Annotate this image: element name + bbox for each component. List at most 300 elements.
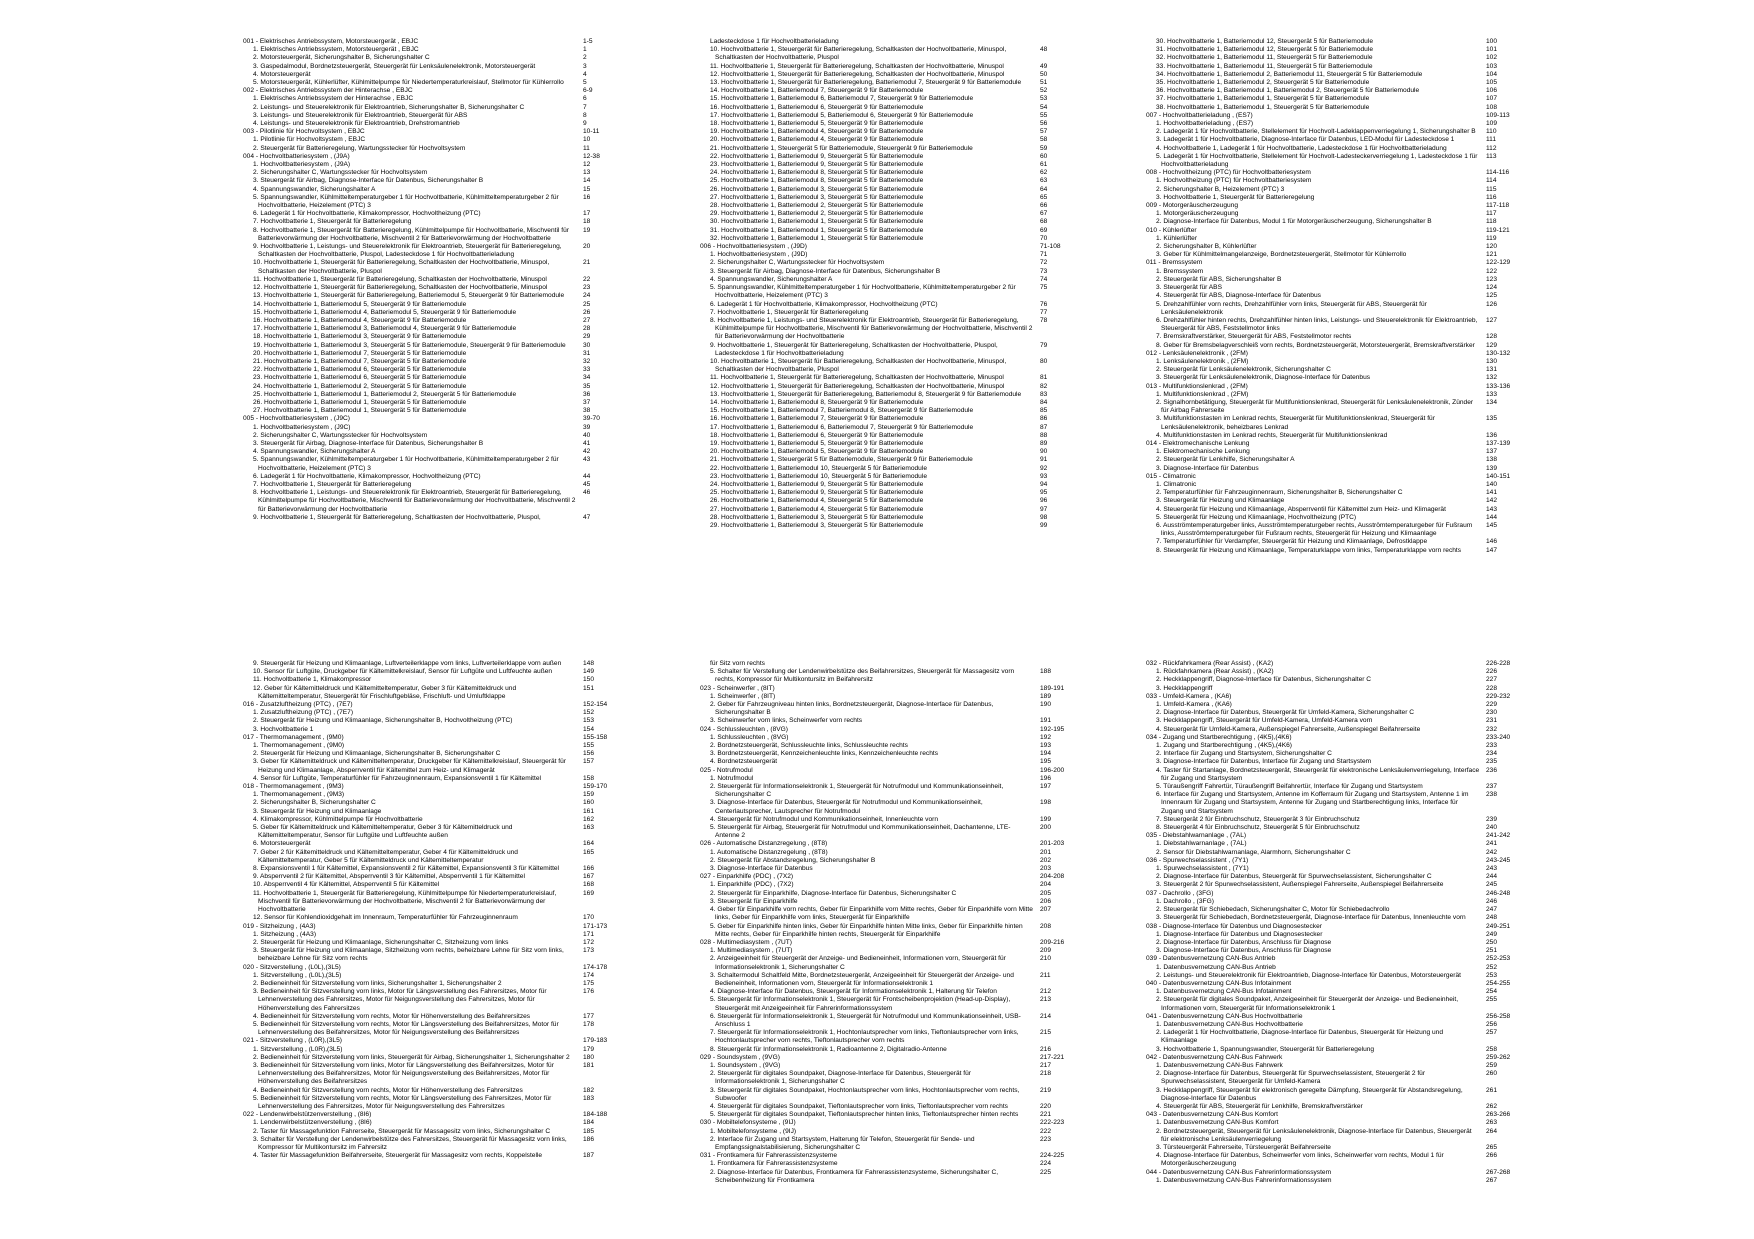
toc-subentry (243, 456, 643, 472)
toc-entry-page: 81 (1040, 374, 1048, 382)
toc-subentry (243, 161, 643, 169)
toc-section-entry (243, 87, 643, 95)
toc-entry-title: 032 - Rückfahrkamera (Rear Assist) , (KA2) (1146, 660, 1274, 667)
toc-entry-title: 4. Taster für Startanlage, Bordnetzsteuergerät, Steuergerät für elektronische Lenksäulenverriegelung, Interface für Zugang und Startsystem (1156, 766, 1480, 782)
toc-entry-title: 36. Hochvoltbatterie 1, Batteriemodul 1, Batteriemodul 2, Steuergerät 5 für Batteriemodule (1156, 87, 1420, 95)
toc-subentry (243, 685, 643, 701)
toc-entry-title: 3. Ladegerät 1 für Hochvoltbatterie, Diagnose-Interface für Datenbus, LED-Modul für Ladesteckdose 1 (1156, 136, 1455, 144)
toc-entry-title: 014 - Elektromechanische Lenkung (1146, 439, 1250, 447)
toc-subentry (700, 890, 1100, 898)
toc-entry-page: 235 (1486, 758, 1498, 766)
toc-entry-page: 4 (583, 70, 587, 78)
toc-entry-title: 3. Steuergerät für Airbag, Diagnose-Interface für Datenbus, Sicherungshalter B (253, 439, 484, 447)
toc-entry-page: 118 (1486, 218, 1497, 226)
toc-entry-page: 237 (1486, 783, 1498, 791)
toc-entry-title: 9. Hochvoltbatterie 1, Leistungs- und Steuerelektronik für Elektroantrieb, Steuergerät für Batterieregelung, Schaltkasten der Hochvoltbatterie, Pluspol, Ladesteckdose 1 für Hochvoltbatterieladung (253, 243, 562, 259)
toc-entry-page: 160 (583, 799, 595, 807)
toc-entry-title: 5. Türaußengriff Fahrertür, Türaußengriff Beifahrertür, Interface für Zugang und Startsystem (1156, 783, 1423, 791)
toc-subentry (700, 161, 1100, 169)
toc-entry-page: 83 (1040, 390, 1048, 398)
toc-entry-title: 31. Hochvoltbatterie 1, Batteriemodul 12, Steuergerät 5 für Batteriemodule (1156, 46, 1373, 54)
toc-entry-page: 111 (1486, 136, 1497, 144)
toc-subentry (243, 1087, 643, 1095)
toc-entry-title: 4. Steuergerät für Heizung und Klimaanlage, Absperrventil für Kältemittel zum Heiz- und Klimagerät (1156, 505, 1446, 513)
toc-subentry (700, 251, 1100, 259)
toc-entry-page: 1-5 (583, 38, 593, 45)
toc-section-entry (700, 726, 1100, 734)
toc-section-entry (1146, 473, 1546, 481)
toc-subentry (1146, 177, 1546, 185)
toc-entry-page: 68 (1040, 218, 1048, 226)
toc-subentry (700, 1103, 1100, 1111)
toc-entry-page: 208 (1040, 922, 1052, 930)
toc-entry-title: 22. Hochvoltbatterie 1, Batteriemodul 9, Steuergerät 5 für Batteriemodule (710, 152, 924, 160)
toc-entry-page: 144 (1486, 513, 1498, 521)
toc-section-entry (243, 415, 643, 423)
toc-subentry (1146, 783, 1546, 791)
toc-entry-title: 13. Hochvoltbatterie 1, Steuergerät für Batterieregelung, Batteriemodul 5, Steuergerät 9 für Batteriemodule (253, 292, 565, 300)
toc-entry-title: 1. Zusatzluftheizung (PTC) , (7E7) (253, 709, 354, 717)
toc-section-entry (243, 964, 643, 972)
toc-entry-title: 7. Geber 2 für Kältemitteldruck und Kältemitteltemperatur, Geber 4 für Kältemitteldruck und Kältemitteltemperatur, Geber 5 für Kältemitteldruck und Kältemitteltemperatur (253, 848, 518, 864)
toc-entry-title: 3. Diagnose-Interface für Datenbus, Steuergerät für Notrufmodul und Kommunikationseinheit, Centerlautsprecher, Lautsprecher für Notrufmodul (710, 799, 983, 815)
toc-entry-title: 4. Bedieneinheit für Sitzverstellung vorn rechts, Motor für Höhenverstellung des Beifahrersitzes (253, 1012, 531, 1020)
toc-entry-title: 3. Steuergerät für digitales Soundpaket, Hochtonlautsprecher vorn links, Hochtonlautsprecher vorn rechts, Subwoofer (710, 1086, 1020, 1102)
toc-entry-title: 031 - Frontkamera für Fahrerassistenzsysteme (700, 1152, 838, 1160)
toc-section-entry (243, 1037, 643, 1045)
toc-subentry (700, 210, 1100, 218)
toc-entry-title: 3. Steuergerät 2 für Spurwechselassistent, Außenspiegel Fahrerseite, Außenspiegel Beifahrerseite (1156, 881, 1444, 889)
toc-subentry (243, 914, 643, 922)
toc-entry-title: 27. Hochvoltbatterie 1, Batteriemodul 1, Steuergerät 5 für Batteriemodule (253, 407, 467, 415)
toc-entry-page: 53 (1040, 95, 1048, 103)
toc-entry-title: 1. Datenbusvernetzung CAN-Bus Antrieb (1156, 963, 1276, 971)
toc-entry-page: 218 (1040, 1070, 1052, 1078)
toc-entry-page: 79 (1040, 341, 1048, 349)
toc-entry-page: 263-266 (1486, 1111, 1511, 1119)
toc-entry-title: 28. Hochvoltbatterie 1, Batteriemodul 3, Steuergerät 5 für Batteriemodule (710, 513, 924, 521)
toc-subentry (700, 136, 1100, 144)
toc-entry-title: 24. Hochvoltbatterie 1, Batteriemodul 2, Steuergerät 5 für Batteriemodule (253, 382, 467, 390)
toc-entry-page: 195 (1040, 758, 1052, 766)
toc-entry-title: 10. Hochvoltbatterie 1, Steuergerät für Batterieregelung, Schaltkasten der Hochvoltbatterie, Minuspol, Schaltkasten der Hochvoltbatterie, Pluspol (253, 259, 550, 275)
toc-entry-page: 98 (1040, 513, 1048, 521)
toc-entry-title: 15. Hochvoltbatterie 1, Batteriemodul 4, Batteriemodul 5, Steuergerät 9 für Batteriemodule (253, 308, 517, 316)
toc-section-entry (243, 701, 643, 709)
toc-subentry (700, 881, 1100, 889)
toc-subentry (243, 1128, 643, 1136)
toc-section-entry (1146, 202, 1546, 210)
toc-entry-title: 24. Hochvoltbatterie 1, Batteriemodul 8, Steuergerät 5 für Batteriemodule (710, 169, 924, 177)
toc-entry-title: 1. Elektrisches Antriebssystem der Hinterachse , EBJC (253, 95, 414, 103)
toc-entry-title: 4. Steuergerät für ABS, Steuergerät für Lenkhilfe, Bremskraftverstärker (1156, 1102, 1363, 1110)
toc-subentry (243, 120, 643, 128)
toc-subentry (1146, 514, 1546, 522)
toc-section-entry (1146, 832, 1546, 840)
toc-entry-title: 1. Datenbusvernetzung CAN-Bus Komfort (1156, 1119, 1279, 1127)
toc-subentry (243, 46, 643, 54)
toc-entry-title: 001 - Elektrisches Antriebssystem, Motorsteuergerät , EBJC (243, 38, 419, 45)
toc-section-entry (243, 923, 643, 931)
toc-subentry (243, 709, 643, 717)
toc-entry-title: 4. Steuergerät für Notrufmodul und Kommunikationseinheit, Innenleuchte vorn (710, 815, 938, 823)
toc-entry-title: 8. Hochvoltbatterie 1, Steuergerät für Batterieregelung, Kühlmittelpumpe für Hochvoltbatterie, Mischventil für Batterievorwärmung der Hochvoltbatterie, Mischventil 2 für Batterievorwärmung der Hochvoltbatterie (253, 226, 569, 242)
toc-subentry (1146, 284, 1546, 292)
toc-subentry (1146, 824, 1546, 832)
toc-section-entry (1146, 1169, 1546, 1177)
toc-subentry (1146, 235, 1546, 243)
toc-entry-page: 5 (583, 79, 587, 87)
toc-entry-page: 95 (1040, 489, 1048, 497)
toc-column-1 (243, 660, 643, 1160)
toc-entry-page: 196 (1040, 774, 1052, 782)
toc-entry-title: 036 - Spurwechselassistent , (7Y1) (1146, 856, 1249, 864)
toc-entry-page: 165 (583, 848, 595, 856)
toc-entry-title: 1. Hochvoltbatteriesystem , (J9C) (253, 423, 351, 431)
toc-entry-page: 87 (1040, 423, 1048, 431)
toc-subentry (700, 1111, 1100, 1119)
toc-subentry (1146, 489, 1546, 497)
toc-entry-title: 4. Diagnose-Interface für Datenbus, Scheinwerfer vorn links, Scheinwerfer vorn rechts, Modul 1 für Motorgeräuscherzeugung (1156, 1152, 1444, 1168)
toc-entry-title: 1. Hochvoltbatteriesystem , (J9D) (710, 251, 808, 259)
toc-entry-page: 119-121 (1486, 226, 1510, 234)
toc-entry-title: 7. Hochvoltbatterie 1, Steuergerät für Batterieregelung (253, 218, 412, 226)
toc-subentry (700, 750, 1100, 758)
toc-entry-page: 245 (1486, 881, 1498, 889)
toc-subentry (700, 63, 1100, 71)
toc-subentry (1146, 522, 1546, 538)
toc-entry-title: 015 - Climatronic (1146, 472, 1196, 480)
toc-subentry (243, 1013, 643, 1021)
toc-entry-title: 004 - Hochvoltbatteriesystem , (J9A) (243, 152, 350, 160)
toc-entry-page: 15 (583, 185, 591, 193)
toc-entry-title: 7. Steuergerät 2 für Einbruchschutz, Steuergerät 3 für Einbruchschutz (1156, 815, 1360, 823)
toc-subentry (1146, 685, 1546, 693)
toc-entry-page: 177 (583, 1012, 595, 1020)
toc-entry-title: 7. Bremskraftverstärker, Steuergerät für ABS, Feststellmotor rechts (1156, 333, 1352, 341)
toc-subentry (700, 988, 1100, 996)
toc-section-entry (243, 128, 643, 136)
toc-subentry (243, 383, 643, 391)
toc-entry-page: 84 (1040, 398, 1048, 406)
toc-entry-title: 1. Climatronic (1156, 480, 1197, 488)
toc-entry-title: 23. Hochvoltbatterie 1, Batteriemodul 6, Steuergerät 5 für Batteriemodule (253, 374, 467, 382)
toc-subentry (243, 1136, 643, 1152)
toc-entry-page: 3 (583, 62, 587, 70)
toc-entry-page: 56 (1040, 120, 1048, 128)
toc-entry-page: 17 (583, 210, 591, 218)
toc-subentry (243, 95, 643, 103)
toc-entry-page: 136 (1486, 431, 1498, 439)
toc-subentry (243, 473, 643, 481)
toc-subentry (1146, 964, 1546, 972)
toc-entry-title: 003 - Pilotlinie für Hochvoltsystem , EBJC (243, 128, 365, 136)
toc-entry-title: 2. Sicherungshalter C, Wartungsstecker für Hochvoltsystem (253, 169, 428, 177)
toc-entry-page: 40 (583, 431, 591, 439)
toc-subentry (243, 717, 643, 725)
toc-subentry (243, 1062, 643, 1087)
toc-entry-page: 149 (583, 668, 595, 676)
toc-subentry (1146, 939, 1546, 947)
toc-subentry (1146, 358, 1546, 366)
toc-subentry (243, 947, 643, 963)
toc-entry-title: 3. Diagnose-Interface für Datenbus (1156, 464, 1259, 472)
toc-entry-title: 21. Hochvoltbatterie 1, Batteriemodul 7, Steuergerät 5 für Batteriemodule (253, 357, 467, 365)
toc-entry-title: 007 - Hochvoltbatterieladung , (ES7) (1146, 111, 1253, 119)
toc-entry-page: 70 (1040, 234, 1048, 242)
toc-section-entry (243, 153, 643, 161)
toc-entry-page: 175 (583, 979, 595, 987)
toc-entry-title: 6. Drehzahlfühler hinten rechts, Drehzahlfühler hinten links, Leistungs- und Steuerelektronik für Elektroantrieb, Steuergerät für ABS, Feststellmotor links (1156, 316, 1478, 333)
toc-entry-page: 52 (1040, 87, 1048, 95)
toc-section-entry (1146, 440, 1546, 448)
toc-subentry (243, 808, 643, 816)
toc-subentry (243, 881, 643, 889)
toc-subentry (1146, 268, 1546, 276)
toc-entry-page: 1 (583, 46, 587, 54)
toc-subentry (243, 742, 643, 750)
toc-entry-page: 126 (1486, 300, 1498, 308)
toc-subentry (700, 120, 1100, 128)
toc-entry-page: 54 (1040, 103, 1048, 111)
toc-entry-title: 029 - Soundsystem , (9VG) (700, 1053, 780, 1061)
toc-entry-title: 2. Steuergerät für Abstandsregelung, Sicherungshalter B (710, 856, 876, 864)
toc-subentry (700, 432, 1100, 440)
toc-entry-page: 250 (1486, 938, 1498, 946)
toc-entry-page: 249-251 (1486, 922, 1511, 930)
toc-subentry (1146, 128, 1546, 136)
toc-subentry (243, 890, 643, 915)
toc-subentry (700, 227, 1100, 235)
toc-subentry (1146, 668, 1546, 676)
toc-entry-title: 12. Sensor für Kohlendioxidgehalt im Innenraum, Temperaturfühler für Fahrzeuginnenraum (253, 914, 518, 922)
toc-entry-page: 143 (1486, 505, 1498, 513)
toc-entry-page: 66 (1040, 202, 1048, 210)
toc-entry-title: 2. Steuergerät für Batterieregelung, Wartungsstecker für Hochvoltsystem (253, 144, 466, 152)
toc-column-2 (700, 38, 1100, 530)
toc-entry-page: 256 (1486, 1020, 1498, 1028)
toc-entry-title: 2. Diagnose-Interface für Datenbus, Frontkamera für Fahrerassistenzsysteme, Sicherungshalter C, Scheibenheizung für Frontkamera (710, 1168, 999, 1184)
toc-entry-page: 224 (1040, 1160, 1052, 1168)
toc-subentry (1146, 79, 1546, 87)
toc-subentry (243, 54, 643, 62)
toc-entry-page: 39 (583, 423, 591, 431)
toc-entry-page: 65 (1040, 193, 1048, 201)
toc-entry-title: 17. Hochvoltbatterie 1, Batteriemodul 6, Batteriemodul 7, Steuergerät 9 für Batteriemodule (710, 423, 974, 431)
toc-entry-title: 2. Bedieneinheit für Sitzverstellung vorn links, Steuergerät für Airbag, Sicherungshalter 1, Sicherungshalter 2 (253, 1053, 570, 1061)
toc-entry-page: 138 (1486, 456, 1498, 464)
toc-subentry (1146, 742, 1546, 750)
toc-subentry (700, 169, 1100, 177)
toc-entry-page: 222-223 (1040, 1119, 1065, 1127)
toc-entry-page: 93 (1040, 472, 1048, 480)
toc-entry-title: 3. Heckklappengriff (1156, 684, 1213, 692)
toc-subentry (243, 824, 643, 840)
toc-entry-page: 12-38 (583, 152, 600, 160)
toc-entry-title: 16. Hochvoltbatterie 1, Batteriemodul 6, Steuergerät 9 für Batteriemodule (710, 103, 924, 111)
toc-entry-title: 1. Rückfahrkamera (Rear Assist) , (KA2) (1156, 668, 1274, 676)
toc-subentry (1146, 432, 1546, 440)
toc-entry-title: 1. Sitzheizung , (4A3) (253, 930, 317, 938)
toc-entry-title: 2. Sicherungshalter C, Wartungsstecker für Hochvoltsystem (253, 431, 428, 439)
toc-entry-title: 25. Hochvoltbatterie 1, Batteriemodul 9, Steuergerät 5 für Batteriemodule (710, 489, 924, 497)
toc-entry-page (1040, 38, 1094, 46)
toc-entry-title: 2. Diagnose-Interface für Datenbus, Anschluss für Diagnose (1156, 938, 1332, 946)
toc-entry-title: 041 - Datenbusvernetzung CAN-Bus Hochvoltbatterie (1146, 1012, 1303, 1020)
toc-entry-page: 86 (1040, 415, 1048, 423)
toc-subentry (243, 186, 643, 194)
toc-entry-title: 5. Steuergerät für Heizung und Klimaanlage, Hochvoltheizung (PTC) (1156, 513, 1357, 521)
toc-entry-title: 1. Thermomanagement , (9M0) (253, 742, 345, 750)
toc-entry-page: 192 (1040, 733, 1052, 741)
toc-entry-page: 124 (1486, 284, 1498, 292)
toc-subentry (243, 873, 643, 881)
toc-subentry (243, 210, 643, 218)
toc-entry-title: 4. Steuergerät für ABS, Diagnose-Interface für Datenbus (1156, 292, 1321, 300)
toc-entry-title: 2. Interface für Zugang und Startsystem, Sicherungshalter C (1156, 750, 1332, 758)
toc-entry-title: 1. Multimediasystem , (7UT) (710, 947, 793, 955)
toc-entry-title: 030 - Mobiltelefonsysteme , (9IJ) (700, 1119, 796, 1127)
toc-subentry (700, 301, 1100, 309)
toc-subentry (700, 1029, 1100, 1045)
toc-entry-page: 247 (1486, 906, 1498, 914)
toc-entry-title: 1. Datenbusvernetzung CAN-Bus Infotainment (1156, 988, 1292, 996)
toc-entry-title: 044 - Datenbusvernetzung CAN-Bus Fahrerinformationssystem (1146, 1168, 1332, 1176)
toc-entry-page: 133-136 (1486, 382, 1511, 390)
toc-entry-page: 46 (583, 489, 591, 497)
toc-entry-title: 2. Steuergerät für Schiebedach, Sicherungshalter C, Motor für Schiebedachrollo (1156, 906, 1390, 914)
toc-entry-page: 256-258 (1486, 1012, 1511, 1020)
toc-entry-title: 29. Hochvoltbatterie 1, Batteriemodul 3, Steuergerät 5 für Batteriemodule (710, 521, 924, 529)
toc-entry-page: 109 (1486, 120, 1498, 128)
toc-subentry (1146, 145, 1546, 153)
toc-subentry (700, 758, 1100, 766)
toc-subentry (700, 1046, 1100, 1054)
toc-entry-page: 31 (583, 349, 591, 357)
toc-entry-title: 4. Bedieneinheit für Sitzverstellung vorn rechts, Motor für Höhenverstellung des Fahrersitzes (253, 1086, 523, 1094)
toc-subentry (243, 775, 643, 783)
toc-subentry (243, 366, 643, 374)
toc-entry-page: 106 (1486, 87, 1498, 95)
toc-entry-page: 128 (1486, 333, 1498, 341)
toc-entry-title: 1. Kühlerlüfter (1156, 234, 1198, 242)
toc-entry-title: 23. Hochvoltbatterie 1, Batteriemodul 10, Steuergerät 5 für Batteriemodule (710, 472, 927, 480)
toc-subentry (243, 399, 643, 407)
toc-subentry (1146, 717, 1546, 725)
toc-subentry (700, 955, 1100, 971)
toc-entry-page: 69 (1040, 226, 1048, 234)
toc-subentry (700, 276, 1100, 284)
toc-entry-page: 226-228 (1486, 660, 1511, 667)
toc-subentry (700, 1087, 1100, 1103)
toc-subentry (700, 374, 1100, 382)
toc-entry-page: 259 (1486, 1061, 1498, 1069)
toc-subentry (1146, 374, 1546, 382)
toc-entry-page: 127 (1486, 316, 1498, 324)
toc-entry-page: 150 (583, 676, 595, 684)
toc-entry-title: 6. Ladegerät 1 für Hochvoltbatterie, Klimakompressor, Hochvoltheizung (PTC) (253, 210, 481, 218)
toc-subentry (700, 259, 1100, 267)
toc-entry-page: 10-11 (583, 128, 600, 136)
toc-entry-title: 006 - Hochvoltbatteriesystem , (J9D) (700, 243, 808, 251)
toc-subentry (1146, 1103, 1546, 1111)
toc-entry-page: 229-232 (1486, 692, 1511, 700)
toc-entry-page: 221 (1040, 1111, 1052, 1119)
toc-entry-page: 63 (1040, 177, 1048, 185)
toc-entry-page: 29 (583, 333, 591, 341)
toc-entry-page: 11 (583, 144, 590, 152)
toc-entry-page: 48 (1040, 46, 1048, 54)
toc-subentry (243, 440, 643, 448)
toc-subentry (700, 1013, 1100, 1029)
toc-entry-title: 8. Expansionsventil 1 für Kältemittel, Expansionsventil 2 für Kältemittel, Expansionsventil 3 für Kältemittel (253, 865, 560, 873)
toc-entry-title: 035 - Diebstahlwarnanlage , (7AL) (1146, 832, 1247, 840)
toc-entry-page: 151 (583, 684, 595, 692)
toc-subentry (700, 128, 1100, 136)
toc-entry-title: 6. Steuergerät für Informationselektronik 1, Steuergerät für Notrufmodul und Kommunikationseinheit, USB-Anschluss 1 (710, 1012, 1021, 1028)
toc-subentry (700, 104, 1100, 112)
toc-entry-title: für Sitz vorn rechts (710, 660, 765, 667)
toc-entry-page: 121 (1486, 251, 1498, 259)
toc-subentry (1146, 317, 1546, 333)
toc-subentry (1146, 497, 1546, 505)
toc-subentry (1146, 186, 1546, 194)
toc-subentry (700, 514, 1100, 522)
toc-entry-page: 159-170 (583, 783, 608, 791)
toc-section-entry (243, 783, 643, 791)
toc-subentry (700, 317, 1100, 342)
toc-entry-title: 9. Hochvoltbatterie 1, Steuergerät für Batterieregelung, Schaltkasten der Hochvoltbatterie, Pluspol, (253, 513, 541, 521)
toc-entry-page: 249 (1486, 930, 1498, 938)
toc-entry-title: 18. Hochvoltbatterie 1, Batteriemodul 6, Steuergerät 9 für Batteriemodule (710, 431, 924, 439)
toc-entry-title: 4. Diagnose-Interface für Datenbus, Steuergerät für Informationselektronik 1, Halterung für Telefon (710, 988, 997, 996)
toc-entry-title: 12. Hochvoltbatterie 1, Steuergerät für Batterieregelung, Schaltkasten der Hochvoltbatterie, Minuspol (710, 382, 1005, 390)
toc-entry-page: 74 (1040, 275, 1048, 283)
toc-entry-title: 012 - Lenksäulenelektronik , (2FM) (1146, 349, 1248, 357)
toc-entry-title: 1. Motorgeräuscherzeugung (1156, 210, 1239, 218)
toc-subentry (243, 284, 643, 292)
toc-entry-page: 137 (1486, 448, 1498, 456)
toc-entry-page: 122 (1486, 267, 1498, 275)
toc-entry-title: 7. Hochvoltbatterie 1, Steuergerät für Batterieregelung (710, 308, 869, 316)
toc-entry-page: 107 (1486, 95, 1498, 103)
toc-subentry (1146, 709, 1546, 717)
toc-entry-title: 1. Datenbusvernetzung CAN-Bus Fahrerinformationssystem (1156, 1176, 1332, 1184)
toc-entry-page: 101 (1486, 46, 1498, 54)
toc-entry-title: 005 - Hochvoltbatteriesystem , (J9C) (243, 415, 351, 423)
toc-subentry (700, 816, 1100, 824)
toc-entry-page: 239 (1486, 815, 1498, 823)
toc-entry-title: 1. Lenksäulenelektronik , (2FM) (1156, 357, 1249, 365)
toc-section-entry (700, 767, 1100, 775)
toc-subentry (1146, 210, 1546, 218)
toc-subentry (243, 177, 643, 185)
toc-entry-title: 040 - Datenbusvernetzung CAN-Bus Infotainment (1146, 979, 1292, 987)
toc-entry-title: 1. Diagnose-Interface für Datenbus und Diagnosestecker (1156, 930, 1323, 938)
toc-subentry (700, 194, 1100, 202)
toc-subentry (243, 939, 643, 947)
toc-entry-page: 103 (1486, 62, 1498, 70)
toc-entry-page: 155 (583, 742, 595, 750)
toc-subentry (700, 440, 1100, 448)
toc-entry-title: 7. Hochvoltbatterie 1, Steuergerät für Batterieregelung (253, 480, 412, 488)
toc-entry-title: 9. Hochvoltbatterie 1, Steuergerät für Batterieregelung, Schaltkasten der Hochvoltbatterie, Pluspol, Ladesteckdose 1 für Hochvoltbatterieladung (710, 341, 998, 357)
toc-entry-title: 037 - Dachrollo , (3FG) (1146, 889, 1214, 897)
toc-subentry (1146, 136, 1546, 144)
toc-subentry (243, 980, 643, 988)
toc-section-entry (700, 1054, 1100, 1062)
toc-section-entry (1146, 693, 1546, 701)
